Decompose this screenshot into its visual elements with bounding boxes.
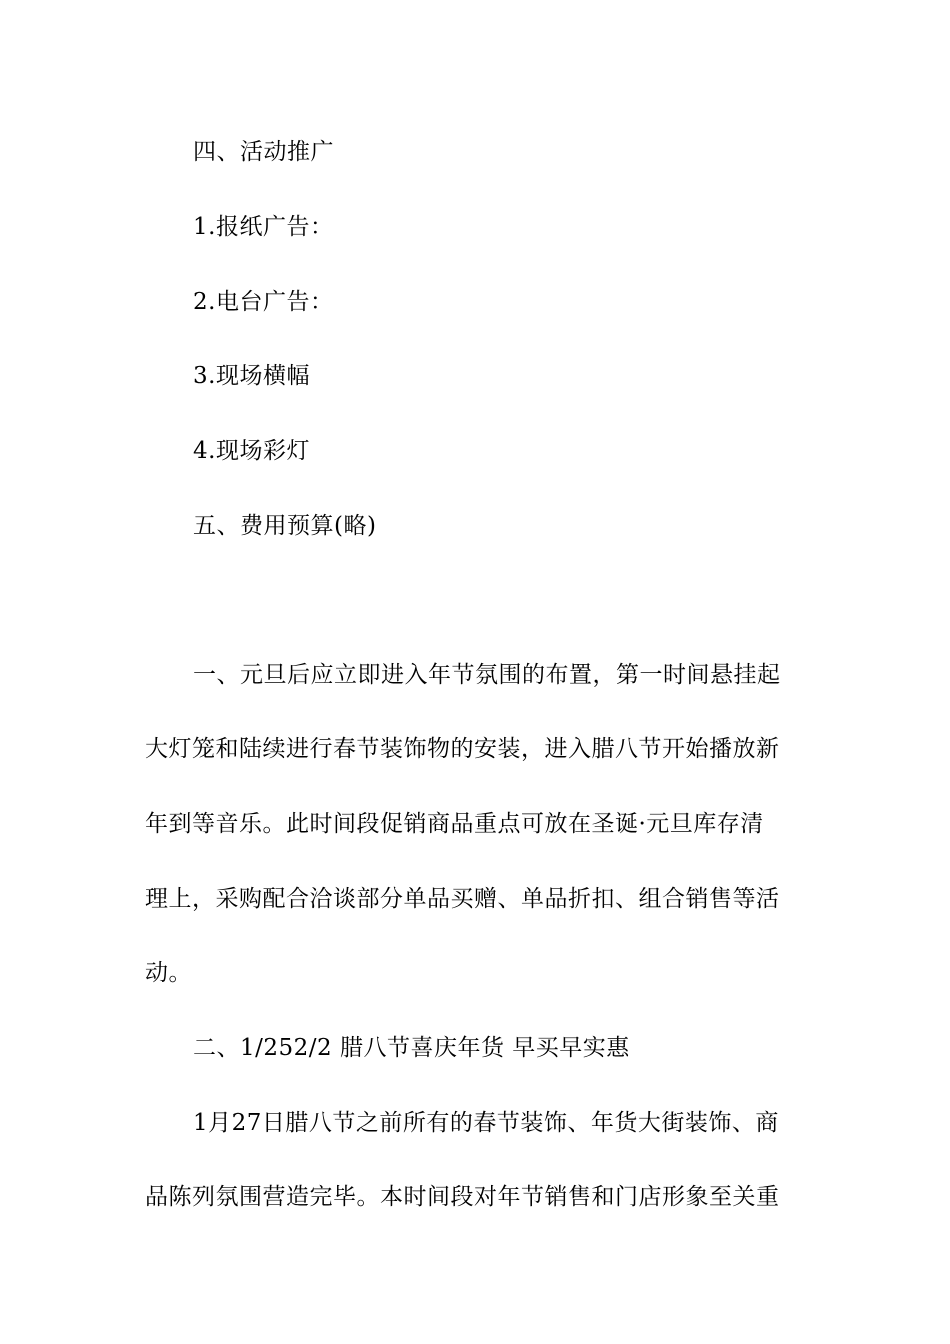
paragraph-line: 品陈列氛围营造完毕。本时间段对年节销售和门店形象至关重 [145, 1184, 780, 1210]
paragraph-line: 年到等音乐。此时间段促销商品重点可放在圣诞·元旦库存清 [145, 811, 764, 837]
paragraph-line: 理上，采购配合洽谈部分单品买赠、单品折扣、组合销售等活 [145, 886, 780, 912]
list-item-newspaper-ad: 1.报纸广告： [193, 214, 334, 240]
paragraph-line: 动。 [145, 960, 192, 986]
heading-laba-festival: 二、1/252/2 腊八节喜庆年货 早买早实惠 [193, 1035, 630, 1061]
list-item-radio-ad: 2.电台广告： [193, 289, 334, 315]
paragraph-line: 大灯笼和陆续进行春节装饰物的安装，进入腊八节开始播放新 [145, 736, 780, 762]
paragraph-line: 1月27日腊八节之前所有的春节装饰、年货大街装饰、商 [193, 1110, 779, 1136]
list-item-banner: 3.现场横幅 [193, 363, 310, 389]
heading-budget: 五、费用预算(略) [193, 513, 377, 539]
paragraph-line: 一、元旦后应立即进入年节氛围的布置，第一时间悬挂起 [193, 662, 781, 688]
list-item-lanterns: 4.现场彩灯 [193, 438, 310, 464]
heading-activity-promotion: 四、活动推广 [193, 139, 334, 165]
